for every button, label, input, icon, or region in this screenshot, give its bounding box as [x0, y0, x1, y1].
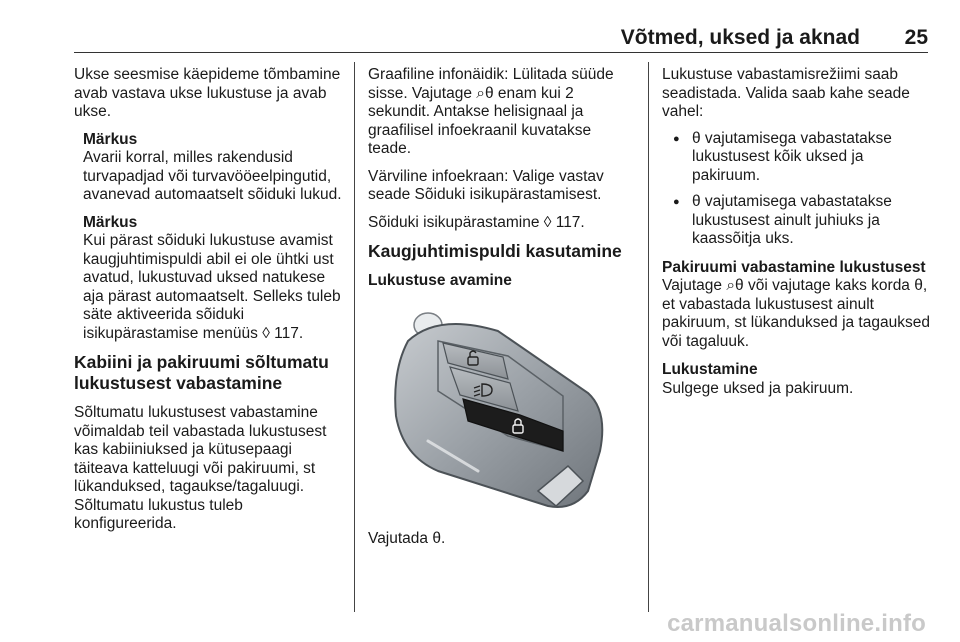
list-item: ● θ vajutamisega vabastatakse lukustusest kõik uksed ja pakiruum.	[662, 130, 932, 186]
section-heading-independent-unlock: Kabiini ja pakiruumi sõltumatu lukustusest vabastamine	[74, 352, 329, 393]
section-heading-remote-control: Kaugjuhtimispuldi kasutamine	[368, 241, 622, 261]
locking-paragraph: Sulgege uksed ja pakiruum.	[662, 379, 854, 397]
heading-locking: Lukustamine	[662, 361, 758, 378]
chapter-title: Võtmed, uksed ja aknad	[620, 26, 860, 49]
page-header	[74, 26, 928, 52]
color-display-paragraph: Värviline infoekraan: Valige vastav seade Sõiduki isikupärastamisest.	[368, 167, 604, 203]
personalisation-reference: Sõiduki isikupärastamine ◊ 117.	[368, 213, 585, 231]
note-1	[83, 131, 344, 205]
figure-caption: Vajutada θ.	[368, 530, 446, 547]
note-title: Märkus	[83, 213, 138, 231]
column-divider-2	[648, 62, 649, 612]
heading-trunk-unlock: Pakiruumi vabastamine lukustusest	[662, 258, 926, 276]
note-title: Märkus	[83, 130, 138, 148]
intro-paragraph: Ukse seesmise käepideme tõmbamine avab vastava ukse lukustuse ja avab ukse.	[74, 66, 341, 120]
watermark: carmanualsonline.info	[667, 610, 926, 637]
subsection-heading-unlocking: Lukustuse avamine	[368, 272, 512, 289]
column-1	[74, 66, 344, 543]
column-3	[662, 66, 932, 407]
note-text: Avarii korral, milles rakendusid turvapadjad või turvavööeelpingutid, avanevad automaatselt sõiduki lukud.	[83, 149, 342, 203]
trunk-unlock-paragraph: Vajutage ⌕θ või vajutage kaks korda θ, et vabastada lukustusest ainult pakiruum, st lükanduksed ja tagauksed või tagaluuk.	[662, 277, 930, 350]
unlock-mode-list	[662, 130, 932, 249]
list-item: ● θ vajutamisega vabastatakse lukustusest ainult juhiuks ja kaassõitja uks.	[662, 193, 932, 249]
column-2	[368, 66, 634, 558]
header-rule	[74, 52, 928, 53]
note-text: Kui pärast sõiduki lukustuse avamist kaugjuhtimispuldi abil ei ole ühtki ust avatud, lukustuvad uksed natukese aja pärast automaatselt. Selleks tuleb säte aktiveerida sõiduki isikupärastamise menüüs ◊ 117.	[83, 232, 341, 342]
graphic-display-paragraph: Graafiline infonäidik: Lülitada süüde sisse. Vajutage ⌕θ enam kui 2 sekundit. Antakse helisignaal ja graafilisel infoekraanil kuvatakse teade.	[368, 66, 614, 157]
page-number: 25	[904, 26, 928, 49]
unlock-mode-paragraph: Lukustuse vabastamisrežiimi saab seadistada. Valida saab kahe seade vahel:	[662, 66, 910, 120]
independent-unlock-paragraph: Sõltumatu lukustusest vabastamine võimaldab teil vabastada lukustusest kas kabiiniuksed ja kütusepaagi täiteava katteluugi või pakiruumi, st lükanduksed, tagaukse/tagaluugi. Sõltumatu lukustus tuleb konfigureerida.	[74, 404, 327, 532]
column-divider-1	[354, 62, 355, 612]
key-fob-illustration	[368, 301, 618, 521]
note-2	[83, 214, 344, 344]
